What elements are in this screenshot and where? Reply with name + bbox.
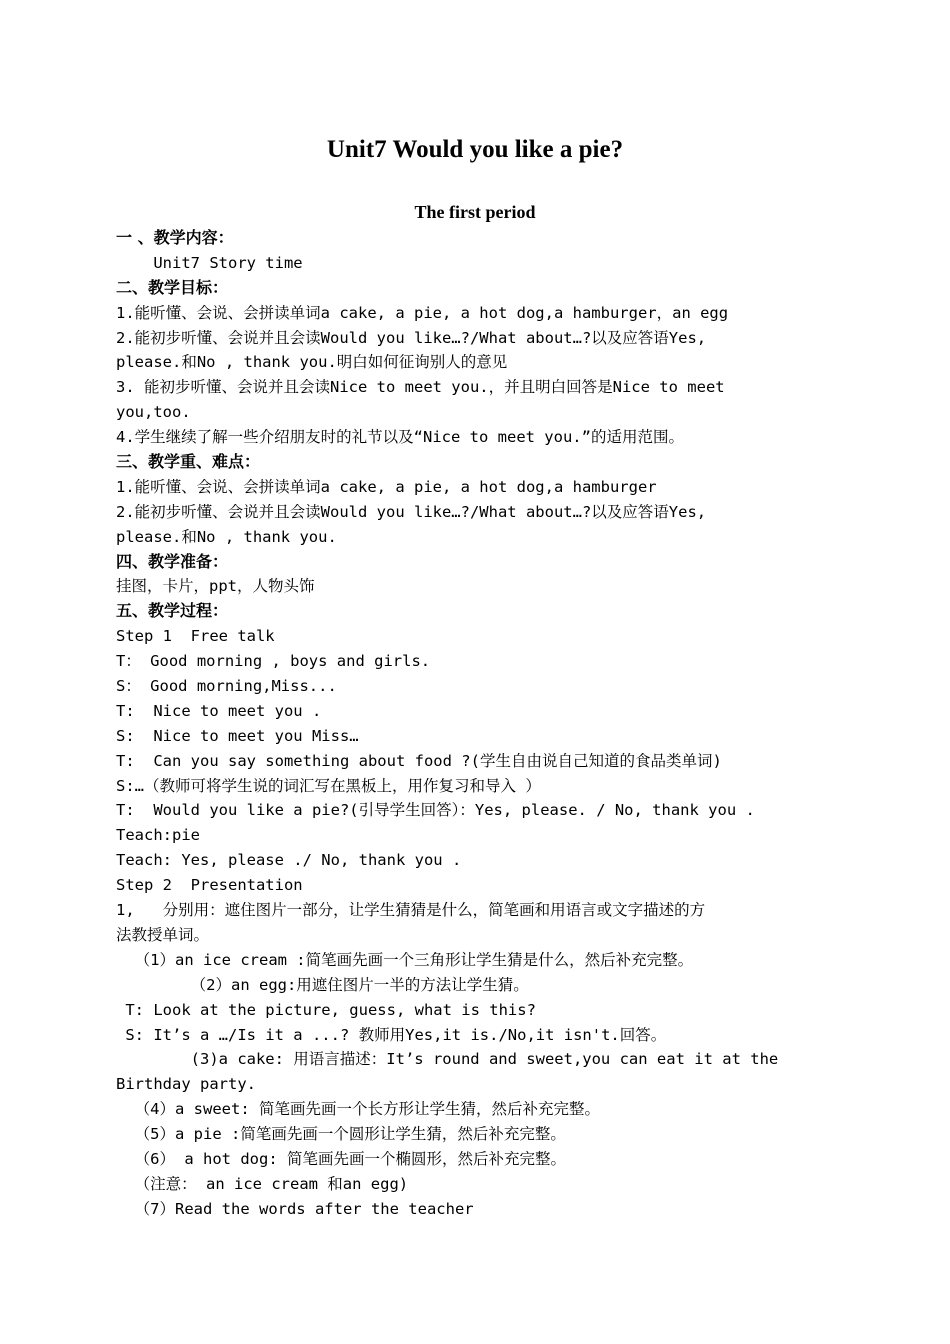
body-line: please.和No , thank you.明白如何征询别人的意见 bbox=[116, 353, 508, 372]
body-line: Step 1 Free talk bbox=[116, 627, 275, 646]
document-subtitle: The first period bbox=[414, 202, 536, 222]
body-line: 1.能听懂、会说、会拼读单词a cake, a pie, a hot dog,a hamburger，an egg bbox=[116, 303, 729, 322]
body-line: S: It’s a …/Is it a ...? 教师用Yes,it is./No,it isn't.回答。 bbox=[116, 1025, 667, 1044]
body-line: 4.学生继续了解一些介绍朋友时的礼节以及“Nice to meet you.”的适用范围。 bbox=[116, 428, 684, 447]
body-line: 1.能听懂、会说、会拼读单词a cake, a pie, a hot dog,a hamburger bbox=[116, 477, 657, 496]
body-line: Teach: Yes, please ./ No, thank you . bbox=[116, 851, 462, 870]
document-title: Unit7 Would you like a pie? bbox=[326, 136, 624, 163]
body-line: 2.能初步听懂、会说并且会读Would you like…?/What about…?以及应答语Yes, bbox=[116, 502, 707, 521]
body-line: please.和No , thank you. bbox=[116, 527, 337, 546]
body-line: （注意： an ice cream 和an egg) bbox=[116, 1174, 409, 1193]
body-line: (3)a cake: 用语言描述：It’s round and sweet,you can eat it at the bbox=[116, 1050, 779, 1069]
body-line: （6） a hot dog: 简笔画先画一个椭圆形，然后补充完整。 bbox=[116, 1149, 566, 1168]
body-line: S:…（教师可将学生说的词汇写在黑板上，用作复习和导入 ） bbox=[116, 776, 541, 795]
section-heading: 一 、教学内容： bbox=[116, 228, 234, 247]
document-body bbox=[116, 226, 846, 1222]
body-line: S： Good morning,Miss... bbox=[116, 677, 337, 696]
body-line: （1）an ice cream :简笔画先画一个三角形让学生猜是什么，然后补充完整。 bbox=[116, 950, 694, 969]
body-line: T: Would you like a pie?(引导学生回答）：Yes, please. / No, thank you . bbox=[116, 801, 755, 820]
body-line: （4）a sweet: 简笔画先画一个长方形让学生猜，然后补充完整。 bbox=[116, 1100, 600, 1119]
section-heading: 五、教学过程： bbox=[116, 601, 229, 621]
body-line: T: Nice to meet you . bbox=[116, 701, 322, 720]
body-line: 法教授单词。 bbox=[116, 925, 210, 944]
body-line: Teach:pie bbox=[116, 826, 200, 845]
body-line: Unit7 Story time bbox=[116, 253, 303, 272]
body-line: S: Nice to meet you Miss… bbox=[116, 726, 359, 745]
body-line: （2）an egg:用遮住图片一半的方法让学生猜。 bbox=[116, 975, 529, 994]
section-heading: 三、教学重、难点： bbox=[116, 452, 261, 472]
body-line: （5）a pie :简笔画先画一个圆形让学生猜，然后补充完整。 bbox=[116, 1125, 566, 1144]
body-line: 1, 分别用：遮住图片一部分，让学生猜猜是什么，简笔画和用语言或文字描述的方 bbox=[116, 901, 706, 920]
body-line: 挂图，卡片，ppt，人物头饰 bbox=[116, 577, 315, 596]
body-line: T: Look at the picture, guess, what is this? bbox=[116, 1000, 536, 1019]
section-heading: 二、教学目标： bbox=[116, 277, 229, 297]
body-line: 2.能初步听懂、会说并且会读Would you like…?/What about…?以及应答语Yes, bbox=[116, 328, 707, 347]
body-line: Birthday party. bbox=[116, 1075, 256, 1094]
body-line: 3. 能初步听懂、会说并且会读Nice to meet you.，并且明白回答是Nice to meet bbox=[116, 378, 725, 397]
body-line: T: Can you say something about food ?(学生自由说自己知道的食品类单词) bbox=[116, 751, 722, 770]
body-line: T： Good morning , boys and girls. bbox=[116, 652, 431, 671]
body-line: Step 2 Presentation bbox=[116, 876, 303, 895]
body-line: （7）Read the words after the teacher bbox=[116, 1199, 474, 1218]
body-line: you,too. bbox=[116, 403, 191, 422]
section-heading: 四、教学准备： bbox=[116, 551, 229, 571]
